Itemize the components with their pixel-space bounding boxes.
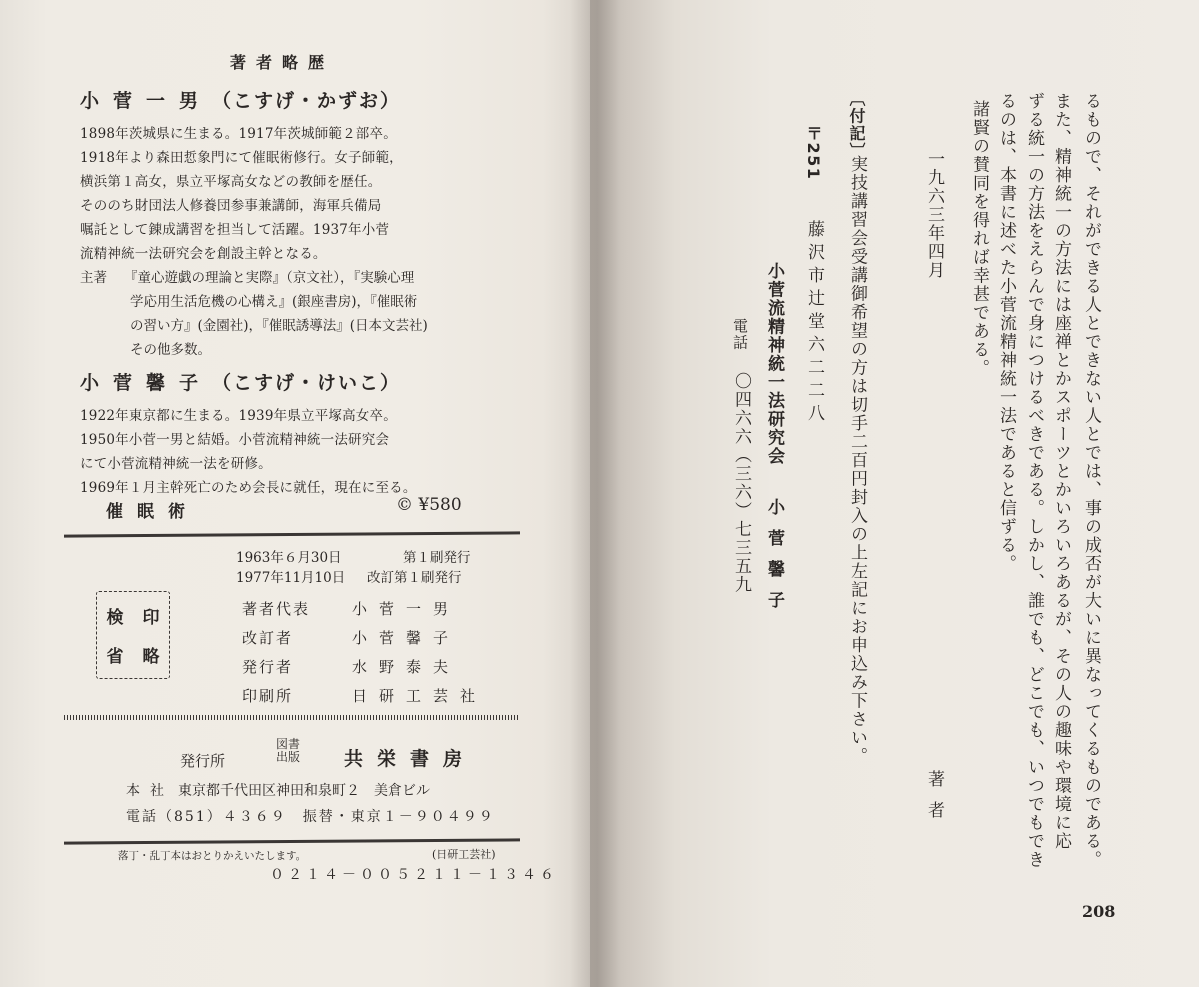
author2-bio-line: にて小菅流精神統一法を研修。 [80,456,272,472]
seal-omitted-stamp [96,591,170,679]
stamp-char: 省 [106,647,124,667]
credit-row [242,656,460,677]
preface-column: るもので、それができる人とできない人とでは、事の成否が大いに異なってくるものである。 [1081,92,1101,869]
publisher-label: 発行所 [180,752,226,770]
credit-name: 小菅馨子 [352,629,461,647]
show-through-mid [510,60,547,560]
publisher-name: 共栄書房 [344,748,477,770]
author1-bio-line: 横浜第１高女，県立平塚高女などの教師を歴任。 [80,174,382,190]
author1-bio-line: 嘱託として錬成講習を担当して活躍。1937年小菅 [80,222,390,238]
author1-heading [80,86,401,113]
works-line: 『童心遊戯の理論と実際』（京文社），『実験心理 [124,270,415,286]
address-text: 東京都千代田区神田和泉町２ 美倉ビル [178,783,430,799]
note-text: 実技講習会受講御希望の方は切手二百円封入の上左記にお申込み下さい。 [847,155,867,766]
phone-number: 〇四六六（三六）七三五九 [731,372,751,594]
works-label: 主著 [80,270,107,286]
book-code: ０２１４－００５２１１－１３４６ [270,867,558,883]
stamp-char: 印 [142,608,160,628]
publisher-phone: 電話（851）４３６９ 振替・東京１－９０４９９ [126,809,495,825]
preface-column: また、精神統一の方法には座禅とかスポーツとかいろいろあるが、その人の趣味や環境に応 [1051,92,1071,851]
organization-name: 小菅流精神統一法研究会 [764,262,784,466]
credit-role: 発行者 [242,658,294,676]
works-line: その他多数。 [130,342,211,358]
publisher-address [126,780,430,800]
dotted-divider [64,715,520,720]
publication-date: 1977年11月10日 [236,570,346,586]
author2-heading [80,368,401,395]
author2-bio-line: 1950年小菅一男と結婚。小菅流精神統一法研究会 [80,432,390,448]
right-page [590,0,1199,987]
book-title: 催眠術 [106,502,199,522]
preface-column: るのは、本書に述べた小菅流精神統一法であると信ずる。 [996,92,1016,573]
preface-signature: 著者 [924,770,944,832]
credit-name: 水野泰夫 [352,658,461,676]
author1-bio-line: 1918年より森田悊象門にて催眠術修行。女子師範， [80,150,403,166]
author2-bio-line: 1922年東京都に生まる。1939年県立平塚高女卒。 [80,408,397,424]
preface-column: ずる統一の方法をえらんで身につけるべきである。しかし、誰でも、どこでも、いつでもでき [1024,92,1044,869]
stamp-char: 略 [142,647,160,667]
price: © ¥580 [396,495,462,515]
credit-role: 改訂者 [242,629,294,647]
credit-name: 日研工芸社 [352,687,488,705]
edition-label: 改訂第１刷発行 [367,570,462,586]
postal-code: 〒251 [804,125,823,181]
author1-bio-line: そののち財団法人修養団参事兼講師，海軍兵備局 [80,198,382,214]
publication-date: 1963年６月30日 [236,550,342,566]
stamp-char: 検 [106,608,124,628]
phone-label: 電話 [731,318,749,351]
edition-label: 第１刷発行 [403,550,471,566]
works-line: 学応用生活危機の心構え』(銀座書房)，『催眠術 [130,294,418,310]
author1-bio-line: 1898年茨城県に生まる。1917年茨城師範２部卒。 [80,126,397,142]
credit-row [242,627,460,648]
printer-note: (日研工芸社) [432,848,496,861]
preface-date: 一九六三年四月 [924,150,944,280]
preface-column: 諸賢の賛同を得れば幸甚である。 [969,100,989,378]
works-line: の習い方』(金園社)，『催眠誘導法』(日本文芸社) [130,318,428,334]
author1-bio-line: 流精神統一法研究会を創設主幹となる。 [80,246,327,262]
book-gutter [570,0,620,987]
credit-role: 著者代表 [242,600,311,618]
note-label: 〔付記〕 [847,90,866,160]
section-title: 著者略歴 [230,53,335,72]
credit-row [242,685,487,706]
credit-name: 小菅一男 [352,600,461,618]
lecture-address: 藤沢市辻堂六二二八 [804,220,824,427]
author2-bio-line: 1969年１月主幹死亡のため会長に就任，現在に至る。 [80,480,417,496]
author2-name: 小菅馨子 [80,372,213,394]
publisher-category: 図書出版 [276,737,301,764]
address-label: 本社 [126,783,174,799]
replacement-notice: 落丁・乱丁本はおとりかえいたします。 [118,850,307,862]
contact-name: 小菅馨子 [764,498,784,622]
credit-role: 印刷所 [242,687,294,705]
author1-name: 小菅一男 [80,90,213,112]
author1-reading: （こすげ・かずお） [212,90,402,112]
show-through-left [6,60,43,660]
credit-row [242,598,460,619]
page-number: 208 [1082,902,1116,921]
author2-reading: （こすげ・けいこ） [212,372,402,394]
